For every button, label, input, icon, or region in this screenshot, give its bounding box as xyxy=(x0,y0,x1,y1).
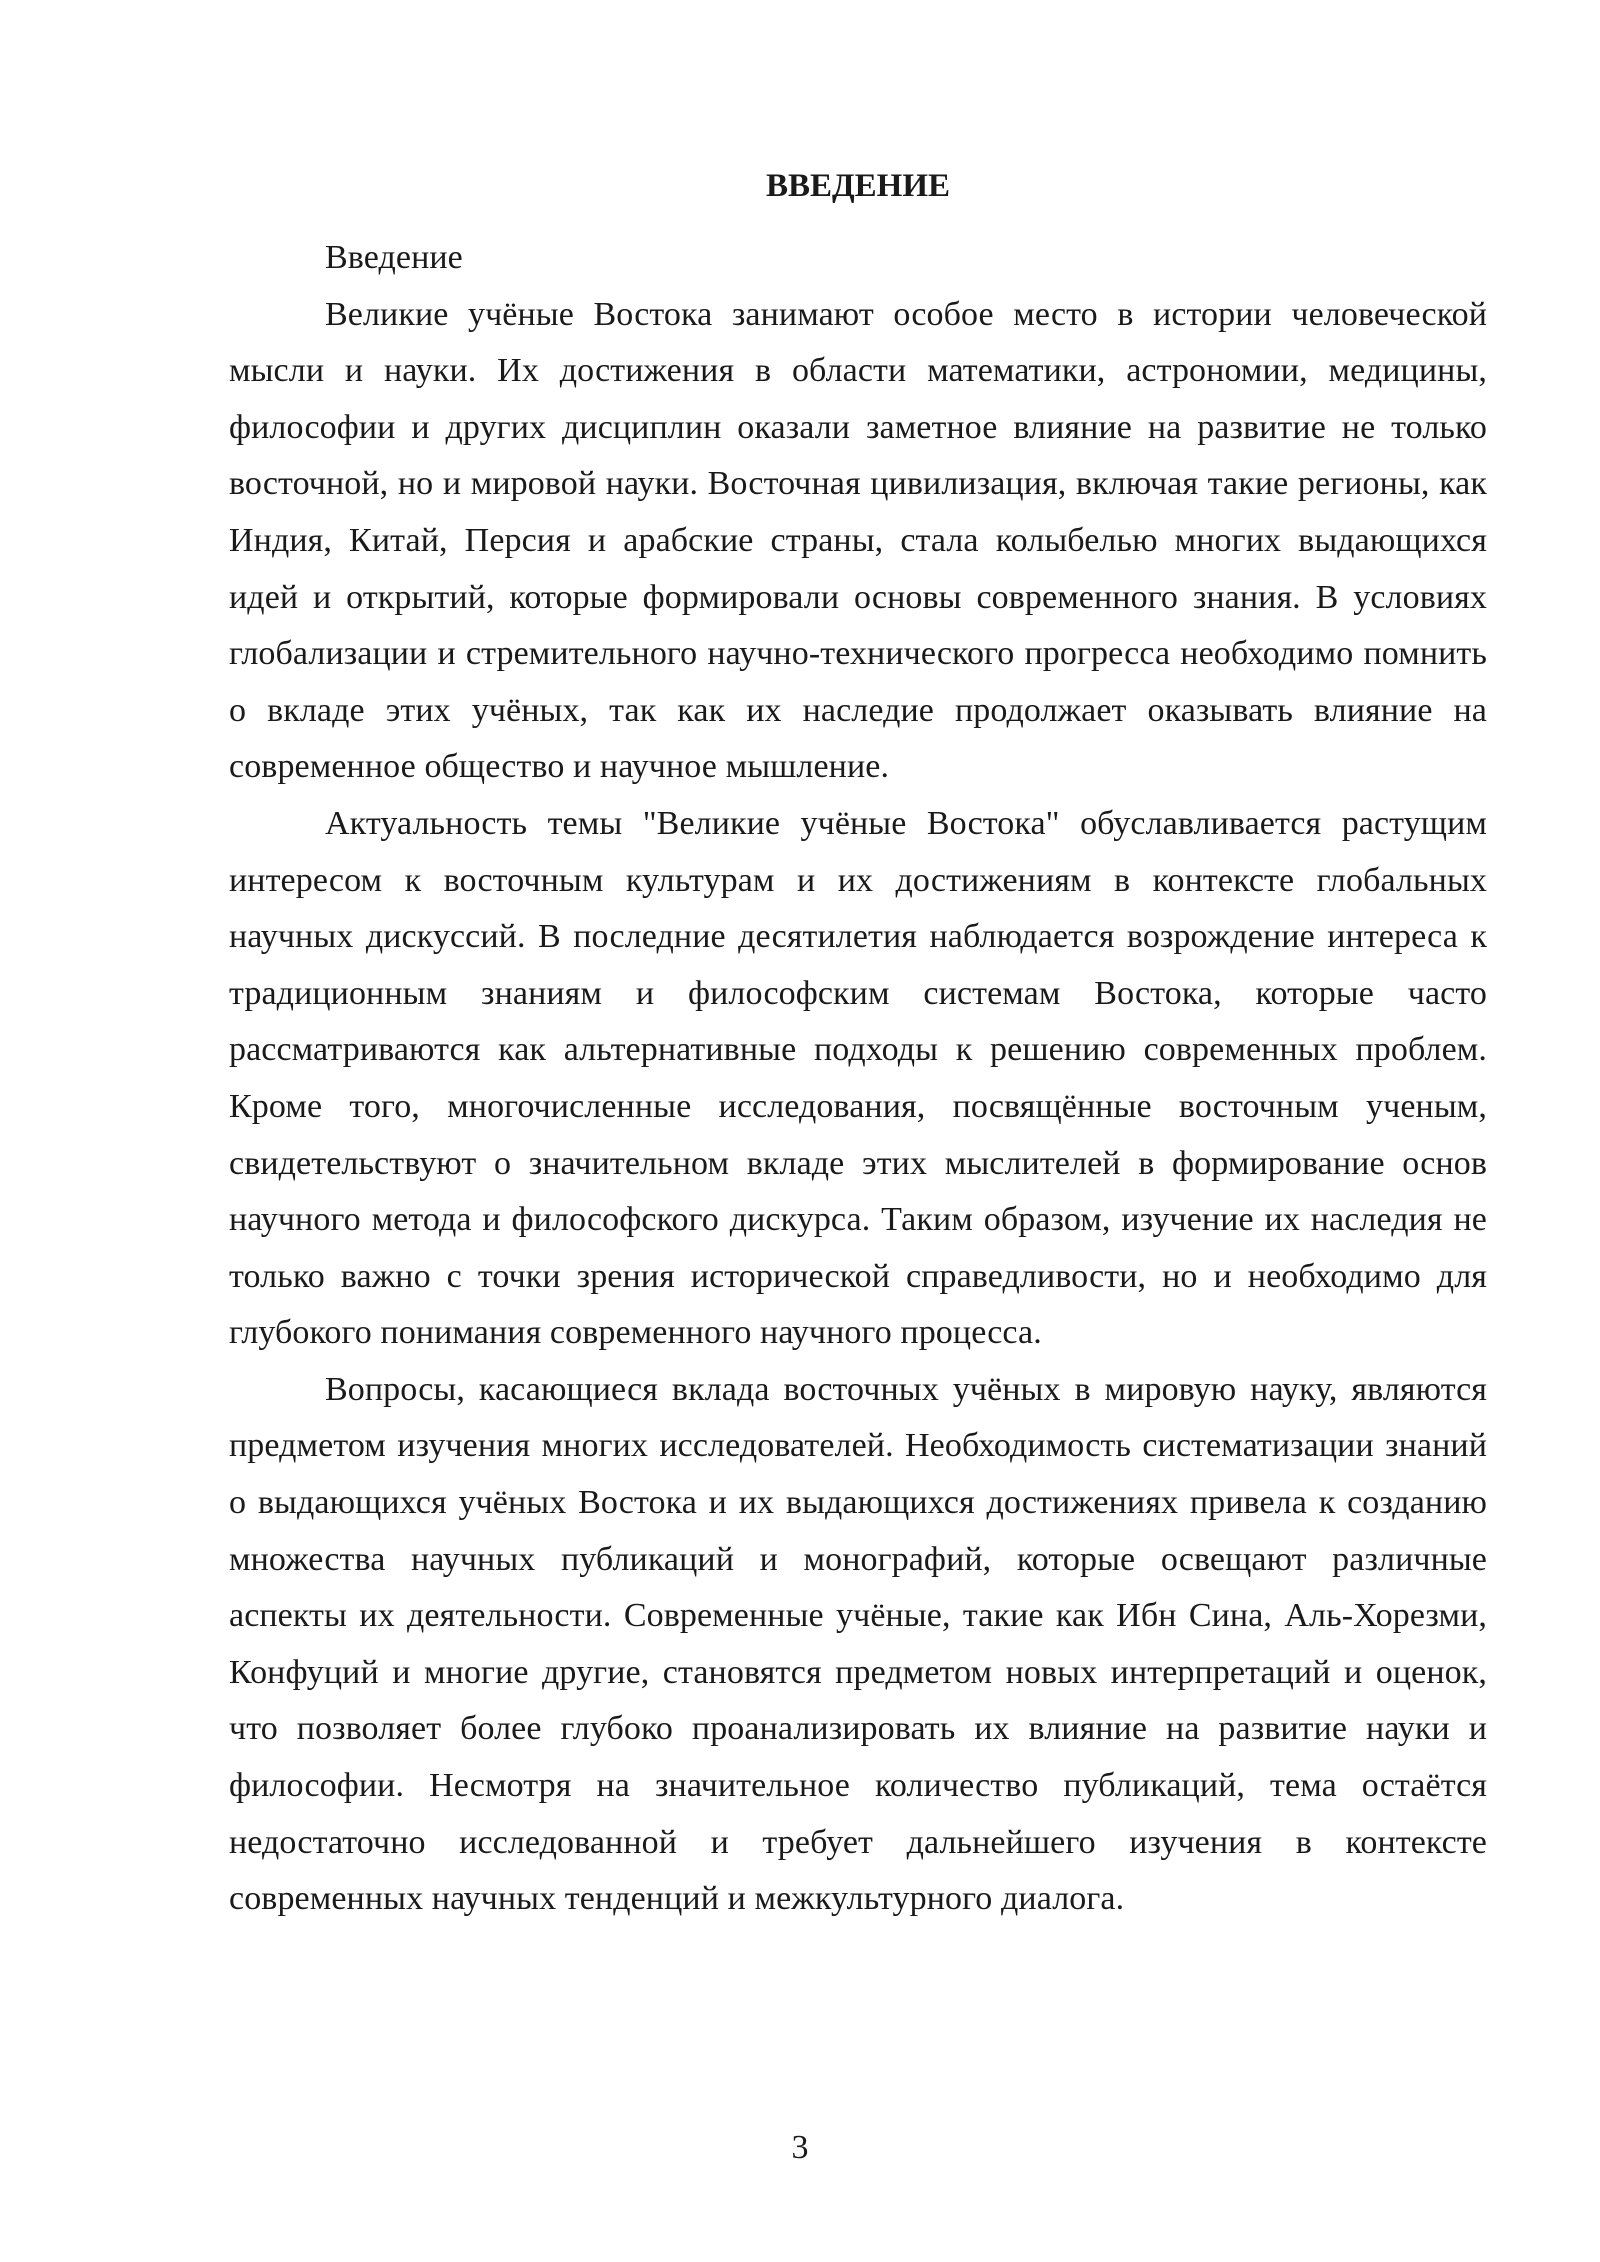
section-subheading: Введение xyxy=(325,239,463,276)
paragraph-3: Вопросы, касающиеся вклада восточных учёных в мировую науку, являются предметом изучения многих исследователей. Необходимость систематизации знаний о выдающихся учёных Востока и их выдающихся достижениях привела к созданию множества научных публикаций и монографий, которые освещают различные аспекты их деятельности. Современные учёные, такие как Ибн Сина, Аль-Хорезми, Конфуций и многие другие, становятся предметом новых интерпретаций и оценок, что позволяет более глубоко проанализировать их влияние на развитие науки и философии. Несмотря на значительное количество публикаций, тема остаётся недостаточно исследованной и требует дальнейшего изучения в контексте современных научных тенденций и межкультурного диалога. xyxy=(229,1370,1487,1918)
page-title: ВВЕДЕНИЕ xyxy=(765,168,951,204)
paragraph-2: Актуальность темы "Великие учёные Востока" обуславливается растущим интересом к восточным культурам и их достижениям в контексте глобальных научных дискуссий. В последние десятилетия наблюдается возрождение интереса к традиционным знаниям и философским системам Востока, которые часто рассматриваются как альтернативные подходы к решению современных проблем. Кроме того, многочисленные исследования, посвящённые восточным ученым, свидетельствуют о значительном вкладе этих мыслителей в формирование основ научного метода и философского дискурса. Таким образом, изучение их наследия не только важно с точки зрения исторической справедливости, но и необходимо для глубокого понимания современного научного процесса. xyxy=(229,804,1487,1352)
paragraph-1: Великие учёные Востока занимают особое место в истории человеческой мысли и науки. Их достижения в области математики, астрономии, медицины, философии и других дисциплин оказали заметное влияние на развитие не только восточной, но и мировой науки. Восточная цивилизация, включая такие регионы, как Индия, Китай, Персия и арабские страны, стала колыбелью многих выдающихся идей и открытий, которые формировали основы современного знания. В условиях глобализации и стремительного научно-технического прогресса необходимо помнить о вкладе этих учёных, так как их наследие продолжает оказывать влияние на современное общество и научное мышление. xyxy=(229,295,1487,786)
page-number: 3 xyxy=(791,2129,809,2166)
page-content xyxy=(229,162,1487,1928)
